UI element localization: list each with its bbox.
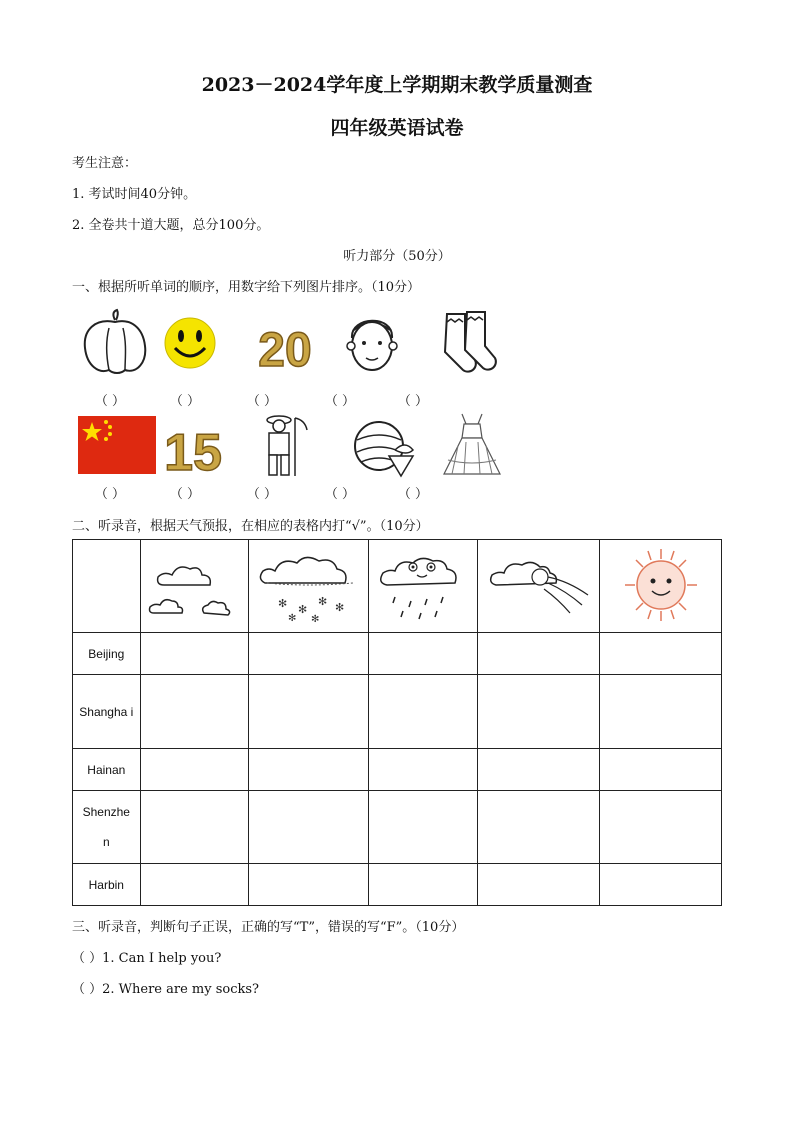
table-row	[73, 633, 722, 675]
check-cell[interactable]	[600, 749, 722, 791]
china-flag-icon	[78, 416, 156, 474]
check-cell[interactable]	[478, 675, 600, 749]
city-cell: Shangha i	[73, 675, 141, 749]
check-cell[interactable]	[248, 864, 369, 906]
check-cell[interactable]	[248, 749, 369, 791]
check-cell[interactable]	[369, 791, 478, 864]
section2-heading: 二、听录音，根据天气预报，在相应的表格内打“√”。（10分）	[72, 519, 429, 534]
answer-blank[interactable]: （ ）	[94, 394, 126, 409]
number-15-icon	[155, 410, 235, 480]
check-cell[interactable]	[369, 864, 478, 906]
number-20-icon	[245, 308, 325, 378]
empty-header-cell	[73, 540, 141, 633]
check-cell[interactable]	[600, 675, 722, 749]
answer-blank[interactable]: （ ）	[246, 394, 278, 409]
cloudy-icon	[144, 545, 244, 625]
svg-text:✻: ✻	[288, 612, 297, 624]
svg-text:✻: ✻	[335, 601, 345, 614]
weather-sunny-cell	[600, 540, 722, 633]
check-cell[interactable]	[600, 864, 722, 906]
snowy-icon	[253, 545, 363, 625]
answer-blank[interactable]: （ ）	[246, 487, 278, 502]
check-cell[interactable]	[369, 633, 478, 675]
listening-heading: 听力部分（50分）	[343, 249, 451, 264]
pepper-icon	[75, 308, 155, 378]
section1-heading: 一、根据所听单词的顺序，用数字给下列图片排序。（10分）	[72, 280, 421, 295]
weather-cloudy-cell	[140, 540, 248, 633]
check-cell[interactable]	[369, 749, 478, 791]
weather-rainy-cell	[369, 540, 478, 633]
sunny-icon	[606, 545, 716, 625]
rainy-icon	[373, 545, 473, 625]
svg-text:20: 20	[258, 324, 312, 377]
check-cell[interactable]	[369, 675, 478, 749]
farmer-icon	[245, 410, 325, 480]
svg-text:✻: ✻	[318, 595, 328, 608]
city-cell: Harbin	[73, 864, 141, 906]
check-cell[interactable]	[140, 633, 248, 675]
answer-blank[interactable]: （ ）	[169, 487, 201, 502]
socks-icon	[425, 308, 505, 378]
city-cell: Beijing	[73, 633, 141, 675]
table-row	[73, 749, 722, 791]
notice-item-1: 1. 考试时间40分钟。	[72, 187, 197, 202]
city-cell: Hainan	[73, 749, 141, 791]
weather-windy-cell	[478, 540, 600, 633]
svg-text:✻: ✻	[298, 603, 308, 616]
check-cell[interactable]	[600, 791, 722, 864]
check-cell[interactable]	[140, 675, 248, 749]
boy-face-icon	[332, 308, 412, 378]
exam-title: 2023－2024学年度上学期期末教学质量测查	[201, 74, 593, 96]
check-cell[interactable]	[478, 791, 600, 864]
check-cell[interactable]	[140, 791, 248, 864]
check-cell[interactable]	[478, 633, 600, 675]
answer-blank[interactable]: （ ）	[397, 394, 429, 409]
dress-icon	[432, 410, 512, 480]
answer-blank[interactable]: （ ）	[324, 394, 356, 409]
table-row	[73, 791, 722, 864]
check-cell[interactable]	[248, 675, 369, 749]
answer-blank[interactable]: （ ）	[94, 487, 126, 502]
exam-subtitle: 四年级英语试卷	[330, 117, 464, 139]
check-cell[interactable]	[478, 864, 600, 906]
question-1[interactable]: （ ）1. Can I help you?	[72, 951, 222, 966]
svg-text:✻: ✻	[311, 613, 320, 625]
smiley-face-icon	[150, 308, 230, 378]
notice-heading: 考生注意：	[72, 156, 138, 171]
windy-icon	[484, 545, 594, 625]
table-row	[73, 675, 722, 749]
check-cell[interactable]	[600, 633, 722, 675]
answer-blank[interactable]: （ ）	[324, 487, 356, 502]
svg-text:✻: ✻	[278, 597, 288, 610]
check-cell[interactable]	[248, 633, 369, 675]
check-cell[interactable]	[248, 791, 369, 864]
table-row	[73, 864, 722, 906]
weather-snowy-cell	[248, 540, 369, 633]
answer-blank[interactable]: （ ）	[169, 394, 201, 409]
notice-item-2: 2. 全卷共十道大题，总分100分。	[72, 218, 270, 233]
check-cell[interactable]	[140, 749, 248, 791]
svg-text:15: 15	[164, 424, 222, 480]
check-cell[interactable]	[140, 864, 248, 906]
table-header-row	[73, 540, 722, 633]
city-cell: Shenzhe n	[73, 791, 141, 864]
watermelon-icon	[345, 410, 425, 480]
weather-table	[72, 539, 722, 906]
answer-blank[interactable]: （ ）	[397, 487, 429, 502]
question-2[interactable]: （ ）2. Where are my socks?	[72, 982, 260, 997]
section3-heading: 三、听录音，判断句子正误，正确的写“T”，错误的写“F”。（10分）	[72, 920, 465, 935]
check-cell[interactable]	[478, 749, 600, 791]
